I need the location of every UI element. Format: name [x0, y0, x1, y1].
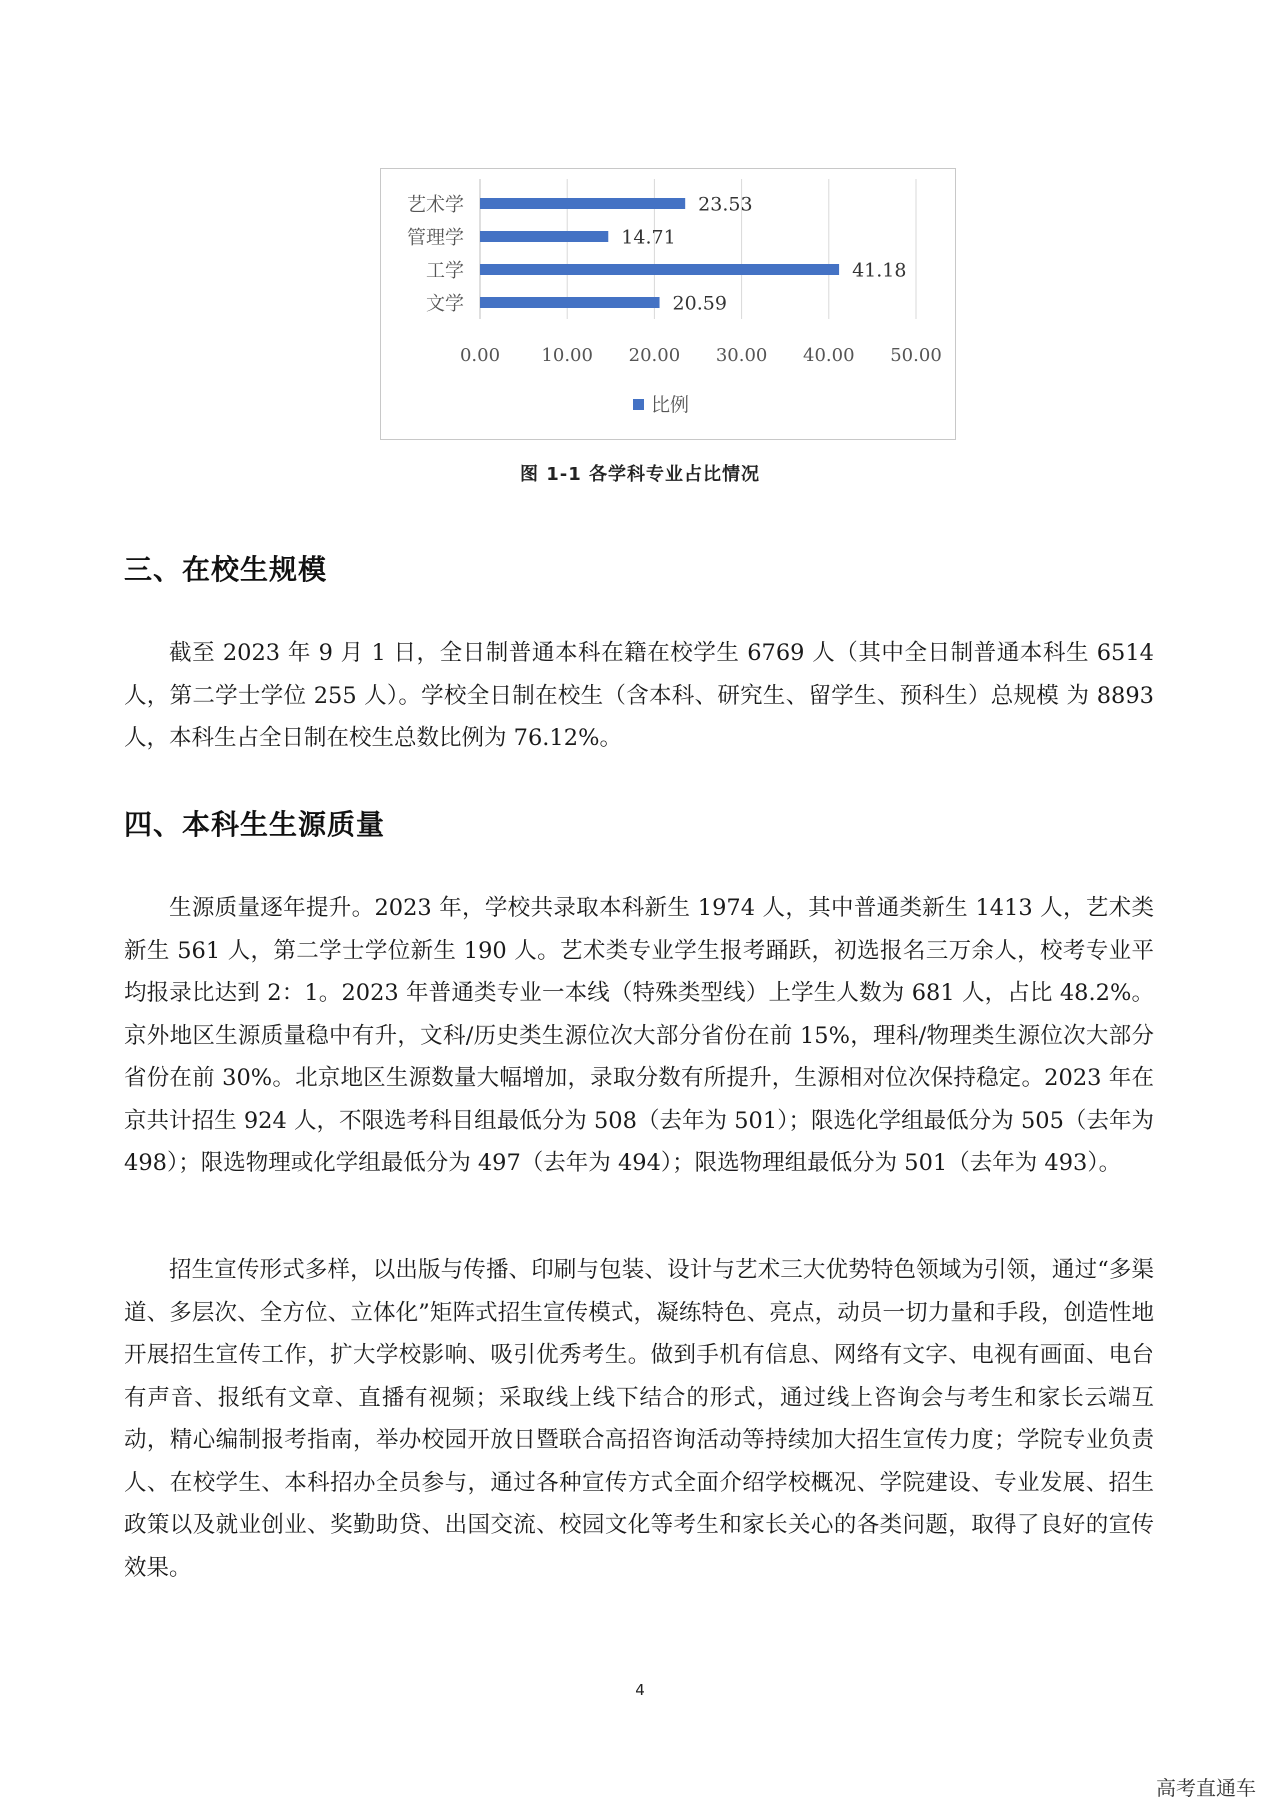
data-label: 20.59: [672, 292, 727, 315]
bar: [480, 198, 685, 209]
x-tick-label: 20.00: [628, 345, 681, 366]
section-4-paragraph-2: 招生宣传形式多样，以出版与传播、印刷与包装、设计与艺术三大优势特色领域为引领，通过“多渠道、多层次、全方位、立体化”矩阵式招生宣传模式，凝练特色、亮点，动员一切力量和手段，创造性地开展招生宣传工作，扩大学校影响、吸引优秀考生。做到手机有信息、网络有文字、电视有画面、电台有声音、报纸有文章、直播有视频；采取线上线下结合的形式，通过线上咨询会与考生和家长云端互动，精心编制报考指南，举办校园开放日暨联合高招咨询活动等持续加大招生宣传力度；学院专业负责人、在校学生、本科招办全员参与，通过各种宣传方式全面介绍学校概况、学院建设、专业发展、招生政策以及就业创业、奖勤助贷、出国交流、校园文化等考生和家长关心的各类问题，取得了良好的宣传效果。: [124, 1257, 1154, 1581]
data-label: 14.71: [621, 226, 676, 249]
bar-chart: [380, 168, 956, 440]
bar: [480, 297, 660, 308]
section-4-paragraph-1: 生源质量逐年提升。2023 年，学校共录取本科新生 1974 人，其中普通类新生 1413 人，艺术类新生 561 人，第二学士学位新生 190 人。艺术类专业学生报考踊跃，初选报名三万余人，校考专业平均报录比达到 2：1。2023 年普通类专业一本线（特殊类型线）上学生人数为 681 人，占比 48.2%。京外地区生源质量稳中有升，文科/历史类生源位次大部分省份在前 15%，理科/物理类生源位次大部分省份在前 30%。北京地区生源数量大幅增加，录取分数有所提升，生源相对位次保持稳定。2023 年在京共计招生 924 人，不限选考科目组最低分为 508（去年为 501）；限选化学组最低分为 505（去年为 498）；限选物理或化学组最低分为 497（去年为 494）；限选物理组最低分为 501（去年为 493）。: [124, 895, 1154, 1176]
data-label: 23.53: [698, 193, 753, 216]
x-tick-label: 30.00: [715, 345, 768, 366]
figure-caption: 图 1-1 各学科专业占比情况: [519, 464, 761, 485]
x-tick-label: 10.00: [541, 345, 593, 366]
category-label: 文学: [425, 292, 464, 315]
section-4-heading: 四、本科生生源质量: [124, 808, 386, 841]
x-tick-label: 40.00: [803, 345, 855, 366]
page-number: 4: [635, 1681, 645, 1699]
x-tick-label: 50.00: [890, 345, 942, 366]
category-label: 管理学: [406, 226, 464, 249]
bar: [480, 231, 608, 242]
data-label: 41.18: [852, 259, 907, 282]
chart-canvas: [381, 169, 955, 439]
watermark-text: 高考直通车: [1156, 1776, 1256, 1800]
bar: [480, 264, 839, 275]
category-label: 工学: [425, 259, 464, 282]
section-3-heading: 三、在校生规模: [124, 553, 328, 586]
section-3-paragraph: 截至 2023 年 9 月 1 日，全日制普通本科在籍在校学生 6769 人（其中全日制普通本科生 6514 人，第二学士学位 255 人）。学校全日制在校生（含本科、研究生、留学生、预科生）总规模 为 8893 人，本科生占全日制在校生总数比例为 76.12%。: [124, 640, 1154, 751]
category-label: 艺术学: [406, 193, 464, 216]
legend-swatch: [633, 399, 644, 410]
legend-label: 比例: [651, 394, 690, 416]
x-tick-label: 0.00: [459, 345, 501, 366]
